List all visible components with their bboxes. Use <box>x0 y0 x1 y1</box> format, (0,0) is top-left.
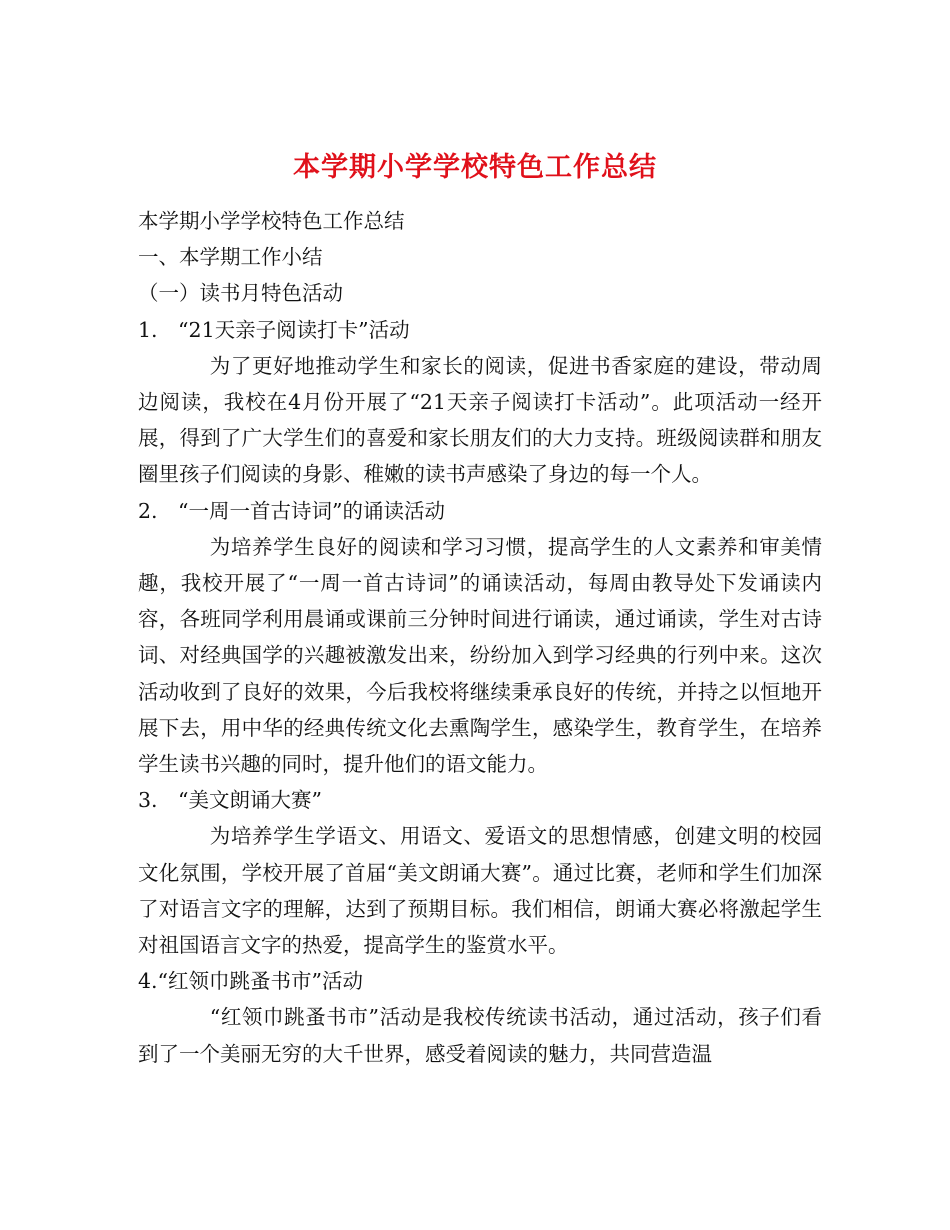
item-heading-2: 2. “一周一首古诗词”的诵读活动 <box>138 498 446 523</box>
paragraph-3: 为培养学生学语文、用语文、爱语文的思想情感，创建文明的校园文化氛围，学校开展了首届“美文朗诵大赛”。通过比赛，老师和学生们加深了对语言文字的理解，达到了预期目标。我们相信，朗诵大赛必将激起学生对祖国语言文字的热爱，提高学生的鉴赏水平。 <box>138 824 822 958</box>
item-heading-4: 4.“红领巾跳蚤书市”活动 <box>138 969 364 994</box>
paragraph-1: 为了更好地推动学生和家长的阅读，促进书香家庭的建设，带动周边阅读，我校在4月份开展了“21天亲子阅读打卡活动”。此项活动一经开展，得到了广大学生们的喜爱和家长朋友们的大力支持。班级阅读群和朋友圈里孩子们阅读的身影、稚嫩的读书声感染了身边的每一个人。 <box>138 353 822 487</box>
paragraph-4: “红领巾跳蚤书市”活动是我校传统读书活动，通过活动，孩子们看到了一个美丽无穷的大千世界，感受着阅读的魅力，共同营造温 <box>138 1005 822 1066</box>
paragraph-2: 为培养学生良好的阅读和学习习惯，提高学生的人文素养和审美情趣，我校开展了“一周一首古诗词”的诵读活动，每周由教导处下发诵读内容，各班同学利用晨诵或课前三分钟时间进行诵读，通过诵读，学生对古诗词、对经典国学的兴趣被激发出来，纷纷加入到学习经典的行列中来。这次活动收到了良好的效果，今后我校将继续秉承良好的传统，并持之以恒地开展下去，用中华的经典传统文化去熏陶学生，感染学生，教育学生，在培养学生读书兴趣的同时，提升他们的语文能力。 <box>138 534 822 777</box>
subsection-heading-1: （一）读书月特色活动 <box>138 281 343 306</box>
document-title: 本学期小学学校特色工作总结 <box>293 152 657 184</box>
section-heading-1: 一、本学期工作小结 <box>138 245 323 270</box>
body-heading: 本学期小学学校特色工作总结 <box>138 209 405 233</box>
item-heading-3: 3. “美文朗诵大赛” <box>138 788 323 813</box>
item-heading-1: 1. “21天亲子阅读打卡”活动 <box>138 317 410 342</box>
document-body <box>138 203 822 1072</box>
